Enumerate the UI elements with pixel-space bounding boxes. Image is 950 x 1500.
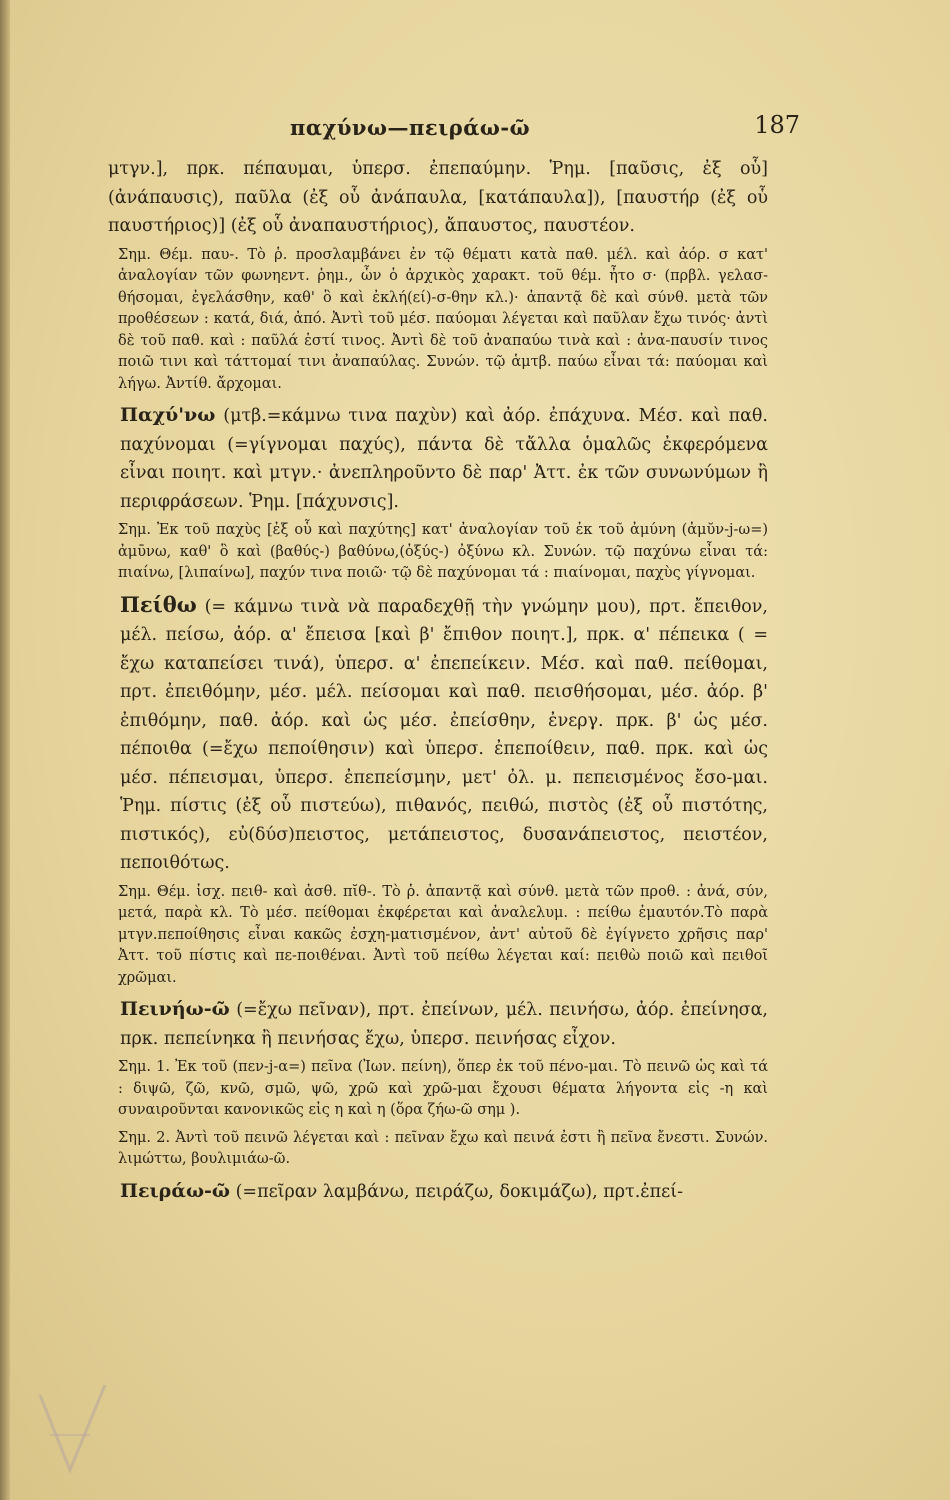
entry-lemma: Πείθω [120,591,197,617]
dictionary-entry [108,401,768,516]
entry-lemma: Πεινήω-ῶ [120,998,230,1020]
dictionary-entry [108,1177,768,1207]
note-paragraph [108,1057,768,1122]
pencil-mark-icon [30,1375,120,1485]
note-text: Σημ. 2. Ἀντὶ τοῦ πεινῶ λέγεται καὶ : πεῖναν ἔχω καὶ πεινά ἐστι ἢ πεῖνα ἔνεστι. Συνών. λιμώττω, βουλιμιάω-ῶ. [118,1129,768,1167]
dictionary-entry [108,591,768,878]
note-text: Σημ. Θέμ. παυ-. Τὸ ῥ. προσλαμβάνει ἐν τῷ θέματι κατὰ παθ. μέλ. καὶ ἀόρ. σ κατ' ἀναλογίαν τῶν φωνηεντ. ῥημ., ὧν ὁ ἀρχικὸς χαρακτ. τοῦ θέμ. ἦτο σ· (πρβλ. γελασ-θήσομαι, ἐγελάσθην, καθ' ὃ καὶ ἐκλή(εί)-σ-θην κλ.)· ἀπαντᾷ δὲ καὶ σύνθ. μετὰ τῶν προθέσεων : κατά, διά, ἀπό. Ἀντὶ τοῦ μέσ. παύομαι λέγεται καὶ παῦλαν ἔχω τινός· ἀντὶ δὲ τοῦ παθ. καὶ : παῦλά ἐστί τινος. Ἀντὶ δὲ τοῦ ἀναπαύω τινὰ καὶ : ἀνα-παυσίν τινος ποιῶ τινι καὶ τάττομαί τινι ἀναπαύλας. Συνών. τῷ ἁμτβ. παύω εἶναι τά: παύομαι καὶ λήγω. Ἀντίθ. ἄρχομαι. [118,246,768,392]
entry-text: (= κάμνω τινὰ νὰ παραδεχθῇ τὴν γνώμην μου), πρτ. ἔπειθον, μέλ. πείσω, ἀόρ. α' ἔπεισα [καὶ β' ἔπιθον ποιητ.], πρκ. α' πέπεικα ( = ἔχω καταπείσει τινά), ὑπερσ. α' ἐπεπείκειν. Μέσ. καὶ παθ. πείθομαι, πρτ. ἐπειθόμην, μέσ. μέλ. πείσομαι καὶ παθ. πεισθήσομαι, μέσ. ἀόρ. β' ἐπιθόμην, παθ. ἀόρ. καὶ ὡς μέσ. ἐπείσθην, ἐνεργ. πρκ. β' ὡς μέσ. πέποιθα (=ἔχω πεποίθησιν) καὶ ὑπερσ. ἐπεποίθειν, παθ. πρκ. καὶ ὡς μέσ. πέπεισμαι, ὑπερσ. ἐπεπείσμην, μετ' ὀλ. μ. πεπεισμένος ἔσο-μαι. Ῥημ. πίστις (ἐξ οὗ πιστεύω), πιθανός, πειθώ, πιστὸς (ἐξ οὗ πιστότης, πιστικός), εὐ(δύσ)πειστος, μετάπειστος, δυσανάπειστος, πειστέον, πεποιθότως. [120,596,768,873]
entry-lemma: Πειράω-ῶ [120,1179,231,1202]
page-body [108,155,768,1206]
entry-text: (=πεῖραν λαμβάνω, πειράζω, δοκιμάζω), πρτ.ἐπεί- [235,1181,684,1202]
note-text: Σημ. Θέμ. ἰσχ. πειθ- καὶ ἀσθ. πῐθ-. Τὸ ῥ. ἀπαντᾷ καὶ σύνθ. μετὰ τῶν προθ. : ἀνά, σύν, μετά, παρὰ κλ. Τὸ μέσ. πείθομαι ἐκφέρεται καὶ ἀναλελυμ. : πείθω ἐμαυτόν.Τὸ παρὰ μτγν.πεποίθησις εἶναι κακῶς ἐσχη-ματισμένον, ἀντ' αὐτοῦ δὲ ἐγίγνετο χρῆσις παρ' Ἀττ. τοῦ πίστις καὶ πε-ποιθέναι. Ἀντὶ τοῦ πείθω λέγεται καί: πειθὼ ποιῶ καὶ πειθοῖ χρῶμαι. [118,883,768,986]
paragraph-continuation [108,155,768,241]
paragraph-text: μτγν.], πρκ. πέπαυμαι, ὑπερσ. ἐπεπαύμην. Ῥημ. [παῦσις, ἐξ οὗ] (ἀνάπαυσις), παῦλα (ἐξ οὗ ἀνάπαυλα, [κατάπαυλα]), [παυστήρ (ἐξ οὗ παυστήριος)] (ἐξ οὗ ἀναπαυστήριος), ἄπαυστος, παυστέον. [108,159,768,236]
page-number: 187 [754,111,800,139]
note-paragraph [108,1128,768,1171]
page-gutter-shadow [0,0,10,1500]
entry-text: (=ἔχω πεῖναν), πρτ. ἐπείνων, μέλ. πεινήσω, ἀόρ. ἐπείνησα, πρκ. πεπείνηκα ἢ πεινήσας ἔχω, ὑπερσ. πεινήσας εἶχον. [120,1000,768,1049]
entry-lemma: Παχύ'νω [120,404,216,426]
page-header [120,111,800,149]
note-paragraph [108,520,768,585]
note-paragraph [108,882,768,990]
running-head: παχύνω—πειράω-ῶ [290,115,531,140]
note-text: Σημ. 1. Ἐκ τοῦ (πεν-j-α=) πεῖνα (Ἰων. πείνη), ὅπερ ἐκ τοῦ πένο-μαι. Τὸ πεινῶ ὡς καὶ τά : διψῶ, ζῶ, κνῶ, σμῶ, ψῶ, χρῶ καὶ χρῶ-μαι ἔχουσι θέματα λήγοντα εἰς -η καὶ συναιροῦνται κανονικῶς εἰς η καὶ η (ὅρα ζήω-ῶ σημ ). [118,1059,768,1118]
dictionary-entry [108,995,768,1053]
note-text: Σημ. Ἐκ τοῦ παχὺς [ἐξ οὗ καὶ παχύτης] κατ' ἀναλογίαν τοῦ ἐκ τοῦ ἀμύνη (ἀμῠν-j-ω=) ἀμῡνω, καθ' ὃ καὶ (βαθύς-) βαθύνω,(ὀξύς-) ὀξύνω κλ. Συνών. τῷ παχύνω εἶναι τά: πιαίνω, [λιπαίνω], παχύν τινα ποιῶ· τῷ δὲ παχύνομαι τά : πιαίνομαι, παχὺς γίγνομαι. [118,522,768,581]
entry-text: (μτβ.=κάμνω τινα παχὺν) καὶ ἀόρ. ἐπάχυνα. Μέσ. καὶ παθ. παχύνομαι (=γίγνομαι παχύς), πάντα δὲ τἄλλα ὁμαλῶς ἐκφερόμενα εἶναι ποιητ. καὶ μτγν.· ἀνεπληροῦντο δὲ παρ' Ἀττ. ἐκ τῶν συνωνύμων ἢ περιφράσεων. Ῥημ. [πάχυνσις]. [120,406,768,512]
note-paragraph [108,245,768,396]
